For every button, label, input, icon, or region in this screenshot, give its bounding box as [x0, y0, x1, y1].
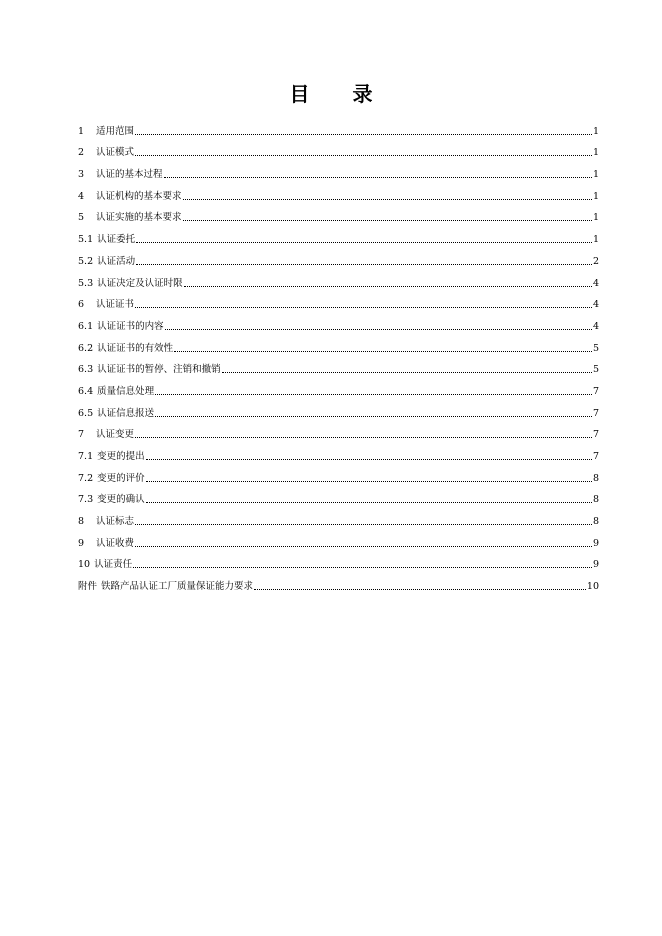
toc-entry[interactable]: [78, 181, 599, 203]
toc-entry-number: 7: [78, 429, 85, 441]
toc-dot-leader: [135, 436, 592, 438]
toc-entry[interactable]: [78, 159, 599, 181]
toc-entry-page: 10: [586, 581, 599, 593]
toc-entry-page: 1: [592, 212, 599, 224]
toc-entry-label: 适用范围: [96, 125, 135, 137]
toc-entry-page: 8: [592, 472, 599, 484]
toc-entry-page: 8: [592, 494, 599, 506]
toc-entry-label: 铁路产品认证工厂质量保证能力要求: [101, 581, 254, 593]
toc-entry-page: 4: [592, 299, 599, 311]
toc-entry-number: 4: [78, 190, 85, 202]
toc-entry-number: 7.1: [78, 451, 94, 462]
toc-entry[interactable]: [78, 441, 599, 463]
toc-dot-leader: [164, 176, 592, 178]
toc-entry-number: 附件: [78, 581, 98, 593]
toc-entry-label: 认证活动: [97, 255, 136, 267]
toc-entry[interactable]: [78, 333, 599, 355]
toc-entry[interactable]: [78, 138, 599, 160]
toc-entry-page: 4: [592, 320, 599, 332]
toc-entry-number: 6.3: [78, 364, 94, 376]
toc-entry[interactable]: [78, 355, 599, 377]
toc-entry-label: 认证收费: [96, 537, 135, 549]
toc-dot-leader: [135, 154, 592, 156]
toc-entry-label: 认证责任: [94, 559, 133, 571]
toc-entry[interactable]: [78, 376, 599, 398]
toc-entry-number: 1: [78, 125, 85, 137]
toc-dot-leader: [146, 480, 592, 482]
toc-entry-label: 变更的提出: [97, 451, 145, 462]
toc-entry-number: 6.2: [78, 342, 94, 354]
toc-entry[interactable]: [78, 463, 599, 485]
toc-entry-number: 6.5: [78, 407, 94, 419]
toc-dot-leader: [135, 133, 592, 135]
toc-entry-label: 认证标志: [96, 516, 135, 528]
toc-entry-page: 7: [592, 407, 599, 419]
toc-dot-leader: [183, 219, 592, 221]
toc-entry-page: 1: [592, 169, 599, 181]
toc-entry-label: 认证实施的基本要求: [96, 212, 182, 224]
toc-entry-label: 认证证书的暂停、注销和撤销: [97, 364, 221, 376]
toc-entry[interactable]: [78, 398, 599, 420]
toc-dot-leader: [184, 285, 592, 287]
toc-entry-label: 认证证书的内容: [97, 320, 164, 332]
toc-entry-page: 5: [592, 364, 599, 376]
toc-dot-leader: [133, 566, 592, 568]
toc-entry-label: 认证委托: [97, 234, 136, 246]
toc-entry[interactable]: [78, 571, 599, 593]
toc-dot-leader: [136, 241, 592, 243]
toc-entry-number: 10: [78, 559, 91, 571]
toc-entry-label: 认证证书: [96, 299, 135, 311]
toc-dot-leader: [135, 306, 592, 308]
toc-entry-number: 2: [78, 147, 85, 159]
toc-entry-label: 认证机构的基本要求: [96, 190, 182, 202]
toc-entry-number: 5.3: [78, 277, 94, 289]
toc-entry-page: 7: [592, 451, 599, 462]
toc-entry-page: 1: [592, 190, 599, 202]
toc-entry-number: 5.2: [78, 255, 94, 267]
toc-dot-leader: [165, 328, 592, 330]
toc-dot-leader: [155, 393, 592, 395]
toc-entry[interactable]: [78, 485, 599, 507]
toc-entry-label: 质量信息处理: [97, 385, 155, 397]
toc-dot-leader: [146, 501, 592, 503]
toc-entry-page: 2: [592, 255, 599, 267]
toc-entry-label: 变更的确认: [97, 494, 145, 506]
toc-entry[interactable]: [78, 420, 599, 442]
toc-dot-leader: [135, 545, 592, 547]
toc-entry-number: 6: [78, 299, 85, 311]
toc-dot-leader: [136, 263, 592, 265]
toc-entry[interactable]: [78, 246, 599, 268]
toc-entry-label: 认证证书的有效性: [97, 342, 174, 354]
toc-entry[interactable]: [78, 203, 599, 225]
toc-entry-number: 5.1: [78, 234, 94, 246]
toc-dot-leader: [254, 588, 586, 590]
toc-dot-leader: [222, 371, 592, 373]
toc-entry-label: 认证模式: [96, 147, 135, 159]
toc-entry-page: 8: [592, 516, 599, 528]
table-of-contents: [78, 116, 599, 593]
toc-dot-leader: [174, 350, 592, 352]
toc-entry-page: 5: [592, 342, 599, 354]
toc-entry-page: 1: [592, 125, 599, 137]
toc-entry[interactable]: [78, 311, 599, 333]
toc-entry-label: 认证变更: [96, 429, 135, 441]
toc-entry-page: 7: [592, 429, 599, 441]
toc-entry-page: 9: [592, 537, 599, 549]
toc-entry-page: 4: [592, 277, 599, 289]
toc-entry-number: 7.2: [78, 472, 94, 484]
toc-entry-label: 认证决定及认证时限: [97, 277, 183, 289]
toc-entry-number: 8: [78, 516, 85, 528]
toc-entry[interactable]: [78, 116, 599, 138]
toc-dot-leader: [183, 198, 592, 200]
toc-entry-page: 1: [592, 147, 599, 159]
toc-entry-page: 7: [592, 385, 599, 397]
toc-entry-number: 5: [78, 212, 85, 224]
toc-entry-label: 变更的评价: [97, 472, 145, 484]
toc-entry[interactable]: [78, 268, 599, 290]
toc-dot-leader: [146, 458, 592, 460]
toc-entry[interactable]: [78, 290, 599, 312]
toc-entry-page: 1: [592, 234, 599, 246]
toc-entry[interactable]: [78, 528, 599, 550]
toc-entry-label: 认证的基本过程: [96, 169, 163, 181]
toc-entry-page: 9: [592, 559, 599, 571]
toc-entry-number: 6.1: [78, 320, 94, 332]
toc-entry-number: 7.3: [78, 494, 94, 506]
toc-entry-label: 认证信息报送: [97, 407, 155, 419]
toc-entry-number: 9: [78, 537, 85, 549]
toc-dot-leader: [135, 523, 592, 525]
toc-entry[interactable]: [78, 550, 599, 572]
toc-entry-number: 6.4: [78, 385, 94, 397]
toc-entry[interactable]: [78, 224, 599, 246]
toc-entry[interactable]: [78, 506, 599, 528]
toc-dot-leader: [155, 415, 592, 417]
toc-entry-number: 3: [78, 169, 85, 181]
page-title: 目 录: [289, 82, 391, 106]
